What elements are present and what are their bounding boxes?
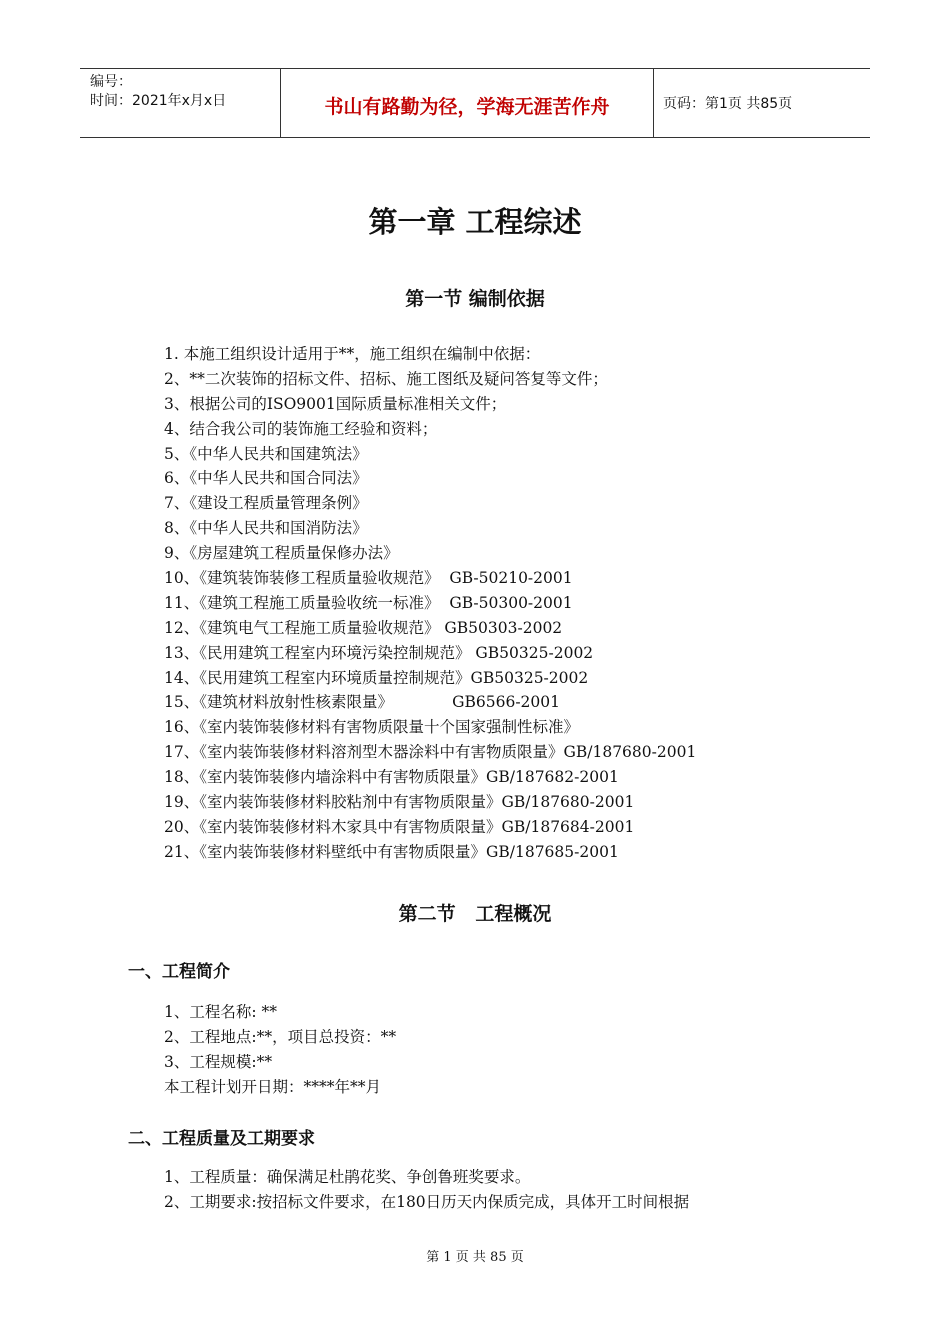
list-item: 8、《中华人民共和国消防法》 [164,519,368,538]
header-motto-cell [280,69,654,137]
list-item: 16、《室内装饰装修材料有害物质限量十个国家强制性标准》 [164,718,579,737]
list-item: 7、《建设工程质量管理条例》 [164,494,368,513]
list-item: 5、《中华人民共和国建筑法》 [164,444,368,463]
section2-title: 第二节 工程概况 [398,903,552,925]
list-item: 4、结合我公司的装饰施工经验和资料； [164,419,438,438]
header-motto: 书山有路勤为径，学海无涯苦作舟 [324,95,610,118]
time-label: 时间：2021年x月x日 [90,93,227,109]
list-item: 14、《民用建筑工程室内环境质量控制规范》GB50325-2002 [164,668,589,687]
list-item: 12、《建筑电气工程施工质量验收规范》 GB50303-2002 [164,618,563,637]
list-item: 1、工程名称: ** [164,1003,278,1021]
project-intro-list [164,1000,396,1100]
quality-schedule-heading: 二、工程质量及工期要求 [128,1129,315,1149]
header-meta [80,69,280,137]
list-item: 3、根据公司的ISO9001国际质量标准相关文件； [164,394,507,413]
list-item: 2、**二次装饰的招标文件、招标、施工图纸及疑问答复等文件； [164,369,608,388]
page-header [80,68,870,138]
header-page-info: 页码：第1页 共85页 [663,96,793,112]
list-item: 19、《室内装饰装修材料胶粘剂中有害物质限量》GB/187680-2001 [164,793,635,812]
list-item: 21、《室内装饰装修材料壁纸中有害物质限量》GB/187685-2001 [164,842,619,861]
chapter-title: 第一章 工程综述 [368,205,582,239]
section1-title: 第一节 编制依据 [405,288,545,310]
project-intro-heading: 一、工程简介 [128,962,230,982]
list-item: 20、《室内装饰装修材料木家具中有害物质限量》GB/187684-2001 [164,817,635,836]
list-item: 18、《室内装饰装修内墙涂料中有害物质限量》GB/187682-2001 [164,768,619,787]
list-item: 11、《建筑工程施工质量验收统一标准》 GB-50300-2001 [164,593,573,612]
list-item: 3、工程规模:** [164,1053,273,1071]
list-item: 17、《室内装饰装修材料溶剂型木器涂料中有害物质限量》GB/187680-2001 [164,743,697,762]
number-label: 编号： [90,74,132,90]
list-item: 2、工程地点:**，项目总投资：** [164,1028,397,1046]
list-item: 2、工期要求:按招标文件要求，在180日历天内保质完成，具体开工时间根据 [164,1193,690,1211]
list-item: 10、《建筑装饰装修工程质量验收规范》 GB-50210-2001 [164,569,573,588]
list-item: 1、工程质量：确保满足杜鹃花奖、争创鲁班奖要求。 [164,1168,531,1186]
basis-list [164,342,696,865]
list-item: 9、《房屋建筑工程质量保修办法》 [164,544,399,563]
list-item: 15、《建筑材料放射性核素限量》 GB6566-2001 [164,693,561,712]
page-footer: 第 1 页 共 85 页 [426,1250,524,1265]
list-item: 6、《中华人民共和国合同法》 [164,469,368,488]
quality-schedule-list [164,1165,689,1215]
list-item: 1. 本施工组织设计适用于**，施工组织在编制中依据： [164,345,541,363]
list-item: 13、《民用建筑工程室内环境污染控制规范》 GB50325-2002 [164,643,594,662]
list-item: 本工程计划开日期：****年**月 [164,1078,382,1096]
